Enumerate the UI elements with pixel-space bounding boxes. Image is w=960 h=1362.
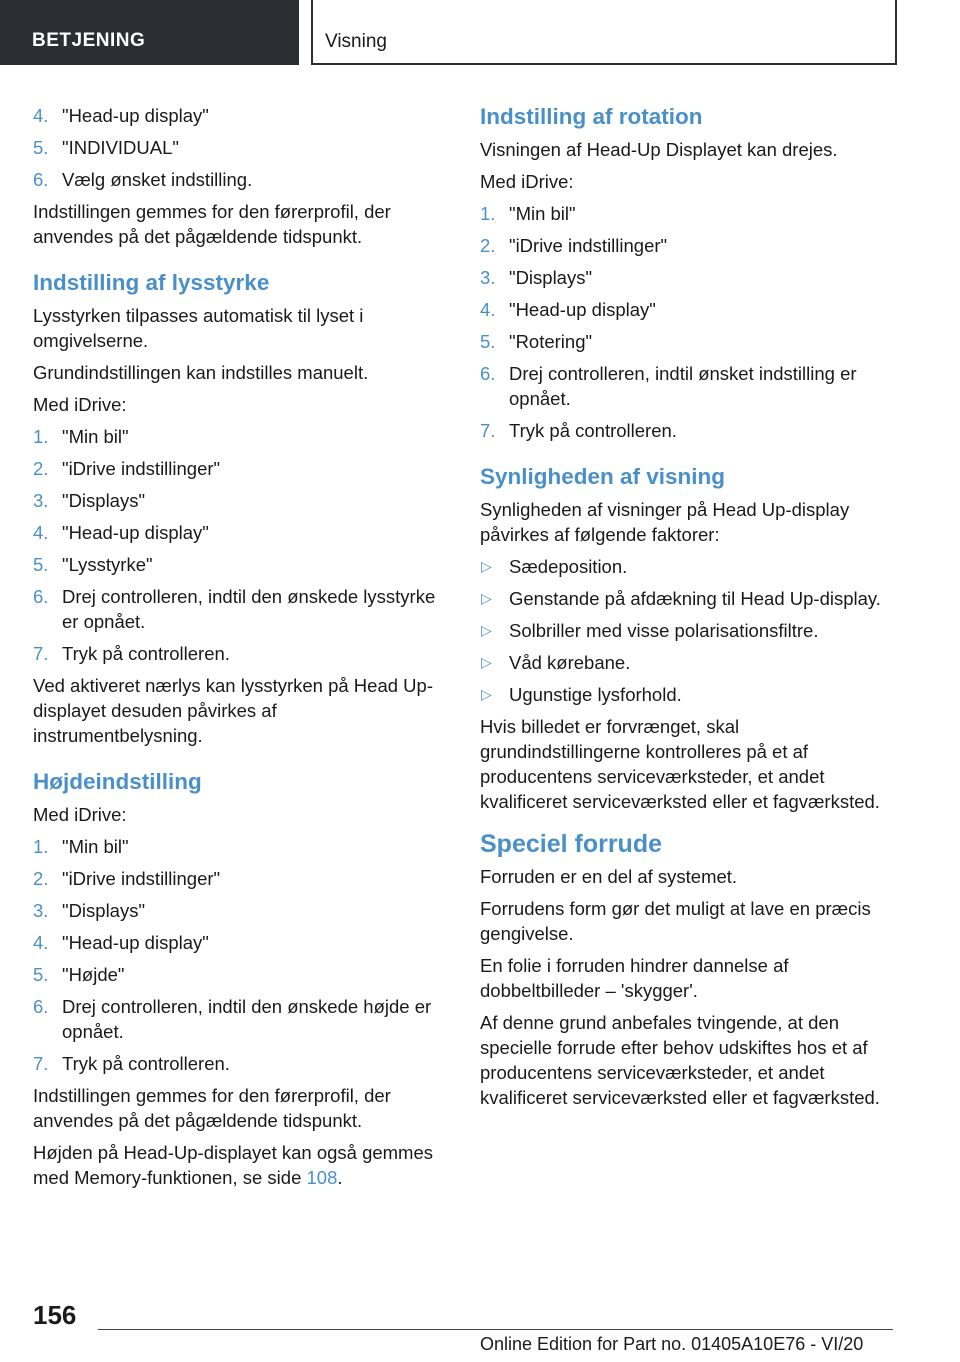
- list-item: [480, 554, 895, 579]
- list-item-number: 7.: [33, 1053, 49, 1074]
- paragraph: Visningen af Head-Up Displayet kan drejes.: [480, 139, 838, 160]
- paragraph: Af denne grund anbefales tvingende, at den specielle forrude efter behov udskiftes hos et af producentens serviceværksteder, et andet kvalificeret serviceværksted eller et fagværksted.: [480, 1012, 880, 1108]
- triangle-bullet-icon: ▷: [481, 590, 492, 606]
- paragraph: Grundindstillingen kan indstilles manuelt.: [33, 362, 369, 383]
- paragraph-memory-text: Højden på Head-Up-displayet kan også gemmes med Memory-funktionen, se side: [33, 1142, 434, 1188]
- list-item-text: "Lysstyrke": [62, 554, 153, 575]
- list-item: [480, 201, 895, 226]
- list-item-number: 5.: [33, 554, 49, 575]
- list-item: [33, 424, 448, 449]
- list-item: [480, 586, 895, 611]
- paragraph: Synligheden af visninger på Head Up-display påvirkes af følgende faktorer:: [480, 499, 850, 545]
- right-column: [480, 103, 895, 1117]
- list-item-text: "Min bil": [509, 203, 576, 224]
- list-item: [33, 520, 448, 545]
- list-menu-steps-top: [33, 103, 448, 192]
- paragraph-memory: [33, 1140, 448, 1190]
- list-item-number: 1.: [480, 203, 496, 224]
- paragraph: Med iDrive:: [480, 171, 574, 192]
- header-section-label: BETJENING: [32, 30, 146, 51]
- list-item-text: Tryk på controlleren.: [509, 420, 677, 441]
- list-item-number: 1.: [33, 426, 49, 447]
- list-item: [33, 1051, 448, 1076]
- list-height-steps: [33, 834, 448, 1076]
- list-item: [33, 962, 448, 987]
- paragraph: Indstillingen gemmes for den førerprofil, der anvendes på det pågældende tidspunkt.: [33, 1085, 391, 1131]
- list-item: [480, 650, 895, 675]
- paragraph: Ved aktiveret nærlys kan lysstyrken på Head Up-displayet desuden påvirkes af instrumentbelysning.: [33, 675, 433, 746]
- list-item: [33, 552, 448, 577]
- list-item-number: 6.: [480, 363, 496, 384]
- list-item-number: 5.: [480, 331, 496, 352]
- list-item-text: "INDIVIDUAL": [62, 137, 179, 158]
- list-item-text: Genstande på afdækning til Head Up-display.: [509, 588, 881, 609]
- list-item-text: "Min bil": [62, 426, 129, 447]
- list-item-number: 5.: [33, 137, 49, 158]
- list-item: [480, 297, 895, 322]
- list-item-number: 7.: [480, 420, 496, 441]
- list-item: [33, 834, 448, 859]
- paragraph: Med iDrive:: [33, 394, 127, 415]
- list-item: [33, 641, 448, 666]
- triangle-bullet-icon: ▷: [481, 558, 492, 574]
- list-item-text: Solbriller med visse polarisationsfiltre.: [509, 620, 819, 641]
- list-item: [33, 994, 448, 1044]
- list-item-text: "Displays": [509, 267, 593, 288]
- page-number: 156: [33, 1300, 77, 1330]
- list-item-number: 6.: [33, 586, 49, 607]
- triangle-bullet-icon: ▷: [481, 622, 492, 638]
- list-item-text: Våd kørebane.: [509, 652, 631, 673]
- list-item-text: Drej controlleren, indtil ønsket indstilling er opnået.: [509, 363, 857, 409]
- list-item-text: "Head-up display": [509, 299, 656, 320]
- triangle-bullet-icon: ▷: [481, 686, 492, 702]
- list-item: [33, 866, 448, 891]
- footer-divider: [98, 1329, 893, 1330]
- heading-rotation: Indstilling af rotation: [480, 104, 703, 129]
- footer-edition-text: Online Edition for Part no. 01405A10E76 - VI/20: [480, 1334, 864, 1354]
- heading-brightness: Indstilling af lysstyrke: [33, 270, 270, 295]
- paragraph: Lysstyrken tilpasses automatisk til lyset i omgivelserne.: [33, 305, 364, 351]
- paragraph: Forruden er en del af systemet.: [480, 866, 738, 887]
- list-item-number: 2.: [480, 235, 496, 256]
- list-item: [33, 135, 448, 160]
- header-chapter-tab: [311, 0, 897, 65]
- list-item-number: 7.: [33, 643, 49, 664]
- list-visibility-factors: [480, 554, 895, 707]
- list-item-text: Tryk på controlleren.: [62, 643, 230, 664]
- heading-height: Højdeindstilling: [33, 769, 202, 794]
- header-section-tab: [0, 0, 299, 65]
- list-item-text: Drej controlleren, indtil den ønskede lysstyrke er opnået.: [62, 586, 436, 632]
- list-item-text: "Min bil": [62, 836, 129, 857]
- list-item-number: 2.: [33, 458, 49, 479]
- list-item-text: "Head-up display": [62, 522, 209, 543]
- list-item-text: "Rotering": [509, 331, 593, 352]
- list-item-number: 3.: [480, 267, 496, 288]
- header-chapter-label: Visning: [325, 31, 387, 52]
- list-item-number: 4.: [33, 105, 49, 126]
- list-item-text: "iDrive indstillinger": [509, 235, 668, 256]
- list-item-number: 3.: [33, 900, 49, 921]
- list-item-number: 6.: [33, 996, 49, 1017]
- list-item-number: 5.: [33, 964, 49, 985]
- list-item: [33, 456, 448, 481]
- list-rotation-steps: [480, 201, 895, 443]
- list-brightness-steps: [33, 424, 448, 666]
- list-item-text: "Højde": [62, 964, 125, 985]
- paragraph: Hvis billedet er forvrænget, skal grundindstillingerne kontrolleres på et af producentens serviceværksteder, et andet kvalificeret serviceværksted eller et fagværksted.: [480, 716, 880, 812]
- list-item: [480, 418, 895, 443]
- left-column: [33, 103, 448, 1197]
- list-item-text: "Head-up display": [62, 932, 209, 953]
- list-item: [33, 167, 448, 192]
- paragraph-save-profile: Indstillingen gemmes for den førerprofil, der anvendes på det pågældende tidspunkt.: [33, 201, 391, 247]
- list-item-number: 1.: [33, 836, 49, 857]
- paragraph: Med iDrive:: [33, 804, 127, 825]
- paragraph: En folie i forruden hindrer dannelse af dobbeltbilleder – 'skygger'.: [480, 955, 789, 1001]
- paragraph: Forrudens form gør det muligt at lave en præcis gengivelse.: [480, 898, 871, 944]
- list-item: [480, 682, 895, 707]
- list-item: [480, 618, 895, 643]
- page-reference-link[interactable]: 108: [306, 1167, 338, 1188]
- list-item-text: "iDrive indstillinger": [62, 458, 221, 479]
- list-item: [480, 361, 895, 411]
- list-item-text: Drej controlleren, indtil den ønskede højde er opnået.: [62, 996, 432, 1042]
- triangle-bullet-icon: ▷: [481, 654, 492, 670]
- list-item: [33, 930, 448, 955]
- list-item-text: "Head-up display": [62, 105, 209, 126]
- list-item-number: 3.: [33, 490, 49, 511]
- list-item-number: 6.: [33, 169, 49, 190]
- list-item-text: "Displays": [62, 900, 146, 921]
- heading-windshield: Speciel forrude: [480, 830, 662, 858]
- list-item: [33, 103, 448, 128]
- list-item: [480, 329, 895, 354]
- list-item-number: 4.: [480, 299, 496, 320]
- list-item-number: 2.: [33, 868, 49, 889]
- list-item: [33, 488, 448, 513]
- list-item-text: Vælg ønsket indstilling.: [62, 169, 253, 190]
- list-item: [480, 265, 895, 290]
- list-item: [33, 898, 448, 923]
- list-item-number: 4.: [33, 932, 49, 953]
- list-item-number: 4.: [33, 522, 49, 543]
- list-item-text: "Displays": [62, 490, 146, 511]
- list-item: [33, 584, 448, 634]
- list-item-text: Sædeposition.: [509, 556, 628, 577]
- list-item-text: Tryk på controlleren.: [62, 1053, 230, 1074]
- paragraph-memory-end: .: [337, 1167, 343, 1188]
- list-item: [480, 233, 895, 258]
- list-item-text: "iDrive indstillinger": [62, 868, 221, 889]
- heading-visibility: Synligheden af visning: [480, 464, 726, 489]
- list-item-text: Ugunstige lysforhold.: [509, 684, 682, 705]
